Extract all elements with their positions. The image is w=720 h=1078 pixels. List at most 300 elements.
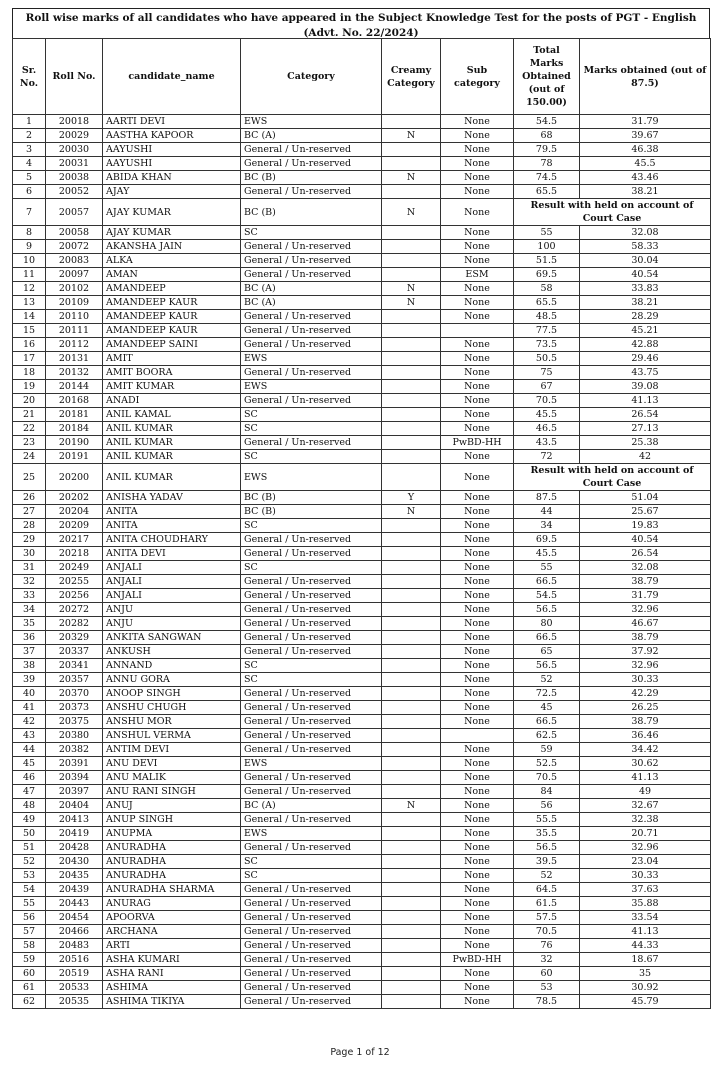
cell-creamy-category (382, 324, 441, 338)
cell-category: SC (241, 226, 382, 240)
cell-marks-obtained: 36.46 (580, 729, 711, 743)
cell-category: General / Un-reserved (241, 925, 382, 939)
cell-category: General / Un-reserved (241, 645, 382, 659)
cell-total-marks: 69.5 (514, 533, 580, 547)
cell-sr-no: 37 (13, 645, 46, 659)
cell-sub-category: None (441, 743, 514, 757)
cell-creamy-category: N (382, 199, 441, 226)
cell-candidate-name: ANISHA YADAV (103, 491, 241, 505)
cell-category: General / Un-reserved (241, 911, 382, 925)
cell-creamy-category: Y (382, 491, 441, 505)
page-number: Page 1 of 12 (330, 1047, 390, 1058)
cell-marks-obtained: 32.96 (580, 841, 711, 855)
table-row (13, 185, 711, 199)
cell-roll-no: 20209 (46, 519, 103, 533)
cell-total-marks: 62.5 (514, 729, 580, 743)
cell-creamy-category (382, 436, 441, 450)
cell-marks-obtained: 38.79 (580, 631, 711, 645)
cell-creamy-category: N (382, 129, 441, 143)
cell-marks-obtained: 38.21 (580, 185, 711, 199)
cell-marks-obtained: 45.79 (580, 995, 711, 1009)
cell-candidate-name: AMIT (103, 352, 241, 366)
cell-sr-no: 1 (13, 115, 46, 129)
title-line-2: (Advt. No. 22/2024) (303, 27, 419, 39)
cell-roll-no: 20256 (46, 589, 103, 603)
cell-roll-no: 20373 (46, 701, 103, 715)
cell-creamy-category (382, 897, 441, 911)
cell-sr-no: 41 (13, 701, 46, 715)
cell-marks-obtained: 38.79 (580, 715, 711, 729)
cell-creamy-category (382, 659, 441, 673)
table-row (13, 995, 711, 1009)
cell-sub-category: None (441, 939, 514, 953)
cell-creamy-category (382, 603, 441, 617)
table-row (13, 589, 711, 603)
cell-total-marks: 52 (514, 673, 580, 687)
cell-total-marks: 77.5 (514, 324, 580, 338)
cell-roll-no: 20132 (46, 366, 103, 380)
cell-roll-no: 20272 (46, 603, 103, 617)
table-row (13, 436, 711, 450)
cell-roll-no: 20516 (46, 953, 103, 967)
cell-roll-no: 20397 (46, 785, 103, 799)
cell-roll-no: 20097 (46, 268, 103, 282)
cell-sub-category: None (441, 296, 514, 310)
cell-total-marks: 34 (514, 519, 580, 533)
cell-category: General / Un-reserved (241, 324, 382, 338)
cell-marks-obtained: 45.5 (580, 157, 711, 171)
cell-creamy-category (382, 185, 441, 199)
table-row (13, 827, 711, 841)
cell-sr-no: 61 (13, 981, 46, 995)
cell-sr-no: 54 (13, 883, 46, 897)
cell-total-marks: 52.5 (514, 757, 580, 771)
cell-creamy-category (382, 575, 441, 589)
cell-marks-obtained: 32.67 (580, 799, 711, 813)
table-row (13, 813, 711, 827)
table-row (13, 394, 711, 408)
cell-roll-no: 20131 (46, 352, 103, 366)
cell-total-marks: 60 (514, 967, 580, 981)
table-row (13, 408, 711, 422)
cell-category: EWS (241, 352, 382, 366)
cell-total-marks: 44 (514, 505, 580, 519)
cell-creamy-category (382, 338, 441, 352)
cell-roll-no: 20030 (46, 143, 103, 157)
cell-marks-obtained: 31.79 (580, 115, 711, 129)
cell-sr-no: 49 (13, 813, 46, 827)
table-row (13, 883, 711, 897)
cell-sub-category: None (441, 199, 514, 226)
cell-sub-category: None (441, 869, 514, 883)
cell-category: General / Un-reserved (241, 631, 382, 645)
cell-total-marks: 56 (514, 799, 580, 813)
cell-total-marks: 45.5 (514, 547, 580, 561)
table-row (13, 296, 711, 310)
cell-roll-no: 20191 (46, 450, 103, 464)
cell-category: General / Un-reserved (241, 603, 382, 617)
cell-roll-no: 20519 (46, 967, 103, 981)
table-row (13, 757, 711, 771)
cell-marks-obtained: 26.25 (580, 701, 711, 715)
cell-category: General / Un-reserved (241, 813, 382, 827)
cell-candidate-name: ASHIMA TIKIYA (103, 995, 241, 1009)
cell-creamy-category (382, 254, 441, 268)
cell-candidate-name: ANUPMA (103, 827, 241, 841)
cell-marks-obtained: 44.33 (580, 939, 711, 953)
cell-candidate-name: ANITA (103, 519, 241, 533)
cell-creamy-category (382, 352, 441, 366)
title-line-1: Roll wise marks of all candidates who have appeared in the Subject Knowledge Test for the posts of PGT - English (25, 12, 697, 24)
cell-category: General / Un-reserved (241, 240, 382, 254)
table-row (13, 310, 711, 324)
cell-marks-obtained: 19.83 (580, 519, 711, 533)
table-row (13, 673, 711, 687)
cell-category: BC (A) (241, 282, 382, 296)
cell-roll-no: 20018 (46, 115, 103, 129)
cell-sub-category: None (441, 897, 514, 911)
cell-category: SC (241, 673, 382, 687)
cell-total-marks: 55.5 (514, 813, 580, 827)
cell-category: General / Un-reserved (241, 254, 382, 268)
cell-total-marks: 57.5 (514, 911, 580, 925)
cell-sub-category: None (441, 589, 514, 603)
cell-total-marks: 45 (514, 701, 580, 715)
cell-total-marks: 74.5 (514, 171, 580, 185)
cell-creamy-category (382, 925, 441, 939)
cell-creamy-category (382, 547, 441, 561)
cell-roll-no: 20057 (46, 199, 103, 226)
cell-creamy-category (382, 519, 441, 533)
cell-marks-obtained: 28.29 (580, 310, 711, 324)
table-row (13, 617, 711, 631)
cell-candidate-name: AMANDEEP KAUR (103, 324, 241, 338)
cell-sub-category: None (441, 157, 514, 171)
cell-marks-obtained: 39.08 (580, 380, 711, 394)
cell-candidate-name: ANTIM DEVI (103, 743, 241, 757)
cell-candidate-name: ANU MALIK (103, 771, 241, 785)
header-sr-no: Sr. No. (13, 39, 46, 115)
cell-sub-category: None (441, 701, 514, 715)
table-row (13, 771, 711, 785)
table-row (13, 450, 711, 464)
cell-sr-no: 43 (13, 729, 46, 743)
cell-creamy-category (382, 645, 441, 659)
cell-creamy-category (382, 939, 441, 953)
cell-marks-obtained: 26.54 (580, 547, 711, 561)
cell-marks-obtained: 40.54 (580, 268, 711, 282)
cell-sr-no: 16 (13, 338, 46, 352)
cell-creamy-category (382, 617, 441, 631)
table-row (13, 841, 711, 855)
cell-marks-obtained: 39.67 (580, 129, 711, 143)
cell-candidate-name: AMANDEEP SAINI (103, 338, 241, 352)
cell-marks-obtained: 27.13 (580, 422, 711, 436)
table-row (13, 422, 711, 436)
table-row (13, 575, 711, 589)
cell-creamy-category (382, 450, 441, 464)
cell-category: General / Un-reserved (241, 743, 382, 757)
header-category: Category (241, 39, 382, 115)
cell-candidate-name: ANURADHA (103, 869, 241, 883)
cell-sub-category: None (441, 841, 514, 855)
table-row (13, 380, 711, 394)
cell-sr-no: 42 (13, 715, 46, 729)
table-row (13, 855, 711, 869)
cell-sr-no: 35 (13, 617, 46, 631)
cell-creamy-category (382, 813, 441, 827)
cell-category: General / Un-reserved (241, 185, 382, 199)
cell-total-marks: 53 (514, 981, 580, 995)
cell-candidate-name: AASTHA KAPOOR (103, 129, 241, 143)
cell-roll-no: 20337 (46, 645, 103, 659)
cell-total-marks: 78.5 (514, 995, 580, 1009)
cell-sr-no: 59 (13, 953, 46, 967)
cell-creamy-category: N (382, 505, 441, 519)
cell-roll-no: 20204 (46, 505, 103, 519)
cell-total-marks: 72.5 (514, 687, 580, 701)
cell-marks-obtained: 33.83 (580, 282, 711, 296)
cell-sub-category: None (441, 491, 514, 505)
cell-sr-no: 9 (13, 240, 46, 254)
cell-sr-no: 50 (13, 827, 46, 841)
cell-category: EWS (241, 464, 382, 491)
cell-sub-category: PwBD-HH (441, 953, 514, 967)
cell-category: SC (241, 869, 382, 883)
court-case-note: Result with held on account of Court Case (514, 464, 711, 491)
cell-roll-no: 20083 (46, 254, 103, 268)
cell-creamy-category (382, 394, 441, 408)
cell-sr-no: 6 (13, 185, 46, 199)
cell-roll-no: 20533 (46, 981, 103, 995)
cell-marks-obtained: 32.38 (580, 813, 711, 827)
cell-marks-obtained: 30.04 (580, 254, 711, 268)
cell-candidate-name: ASHIMA (103, 981, 241, 995)
cell-category: General / Un-reserved (241, 575, 382, 589)
cell-total-marks: 56.5 (514, 603, 580, 617)
cell-creamy-category (382, 673, 441, 687)
cell-creamy-category (382, 380, 441, 394)
cell-candidate-name: ANSHU MOR (103, 715, 241, 729)
cell-sr-no: 26 (13, 491, 46, 505)
cell-roll-no: 20052 (46, 185, 103, 199)
cell-candidate-name: AJAY KUMAR (103, 199, 241, 226)
cell-sub-category: None (441, 771, 514, 785)
cell-candidate-name: ANNAND (103, 659, 241, 673)
cell-roll-no: 20413 (46, 813, 103, 827)
cell-candidate-name: ASHA RANI (103, 967, 241, 981)
cell-candidate-name: AAYUSHI (103, 157, 241, 171)
cell-total-marks: 52 (514, 869, 580, 883)
cell-category: General / Un-reserved (241, 729, 382, 743)
cell-candidate-name: ANUJ (103, 799, 241, 813)
cell-sub-category: None (441, 408, 514, 422)
cell-sr-no: 4 (13, 157, 46, 171)
cell-sr-no: 39 (13, 673, 46, 687)
cell-creamy-category (382, 715, 441, 729)
cell-sub-category: None (441, 687, 514, 701)
cell-category: SC (241, 422, 382, 436)
table-row (13, 561, 711, 575)
cell-category: General / Un-reserved (241, 841, 382, 855)
cell-creamy-category (382, 911, 441, 925)
cell-marks-obtained: 34.42 (580, 743, 711, 757)
cell-candidate-name: AAYUSHI (103, 143, 241, 157)
cell-total-marks: 43.5 (514, 436, 580, 450)
cell-creamy-category (382, 827, 441, 841)
cell-sr-no: 51 (13, 841, 46, 855)
cell-sub-category: None (441, 981, 514, 995)
cell-sub-category: None (441, 115, 514, 129)
cell-sr-no: 21 (13, 408, 46, 422)
cell-category: EWS (241, 827, 382, 841)
cell-sub-category: None (441, 282, 514, 296)
cell-total-marks: 59 (514, 743, 580, 757)
cell-marks-obtained: 32.08 (580, 561, 711, 575)
cell-sr-no: 13 (13, 296, 46, 310)
cell-category: SC (241, 561, 382, 575)
table-row (13, 115, 711, 129)
cell-sub-category: None (441, 673, 514, 687)
cell-sub-category: None (441, 310, 514, 324)
cell-marks-obtained: 29.46 (580, 352, 711, 366)
cell-candidate-name: ANKUSH (103, 645, 241, 659)
table-row (13, 352, 711, 366)
cell-creamy-category (382, 869, 441, 883)
cell-marks-obtained: 42.88 (580, 338, 711, 352)
header-creamy-category: Creamy Category (382, 39, 441, 115)
cell-category: General / Un-reserved (241, 268, 382, 282)
cell-marks-obtained: 38.21 (580, 296, 711, 310)
cell-marks-obtained: 40.54 (580, 533, 711, 547)
cell-roll-no: 20255 (46, 575, 103, 589)
cell-roll-no: 20031 (46, 157, 103, 171)
cell-creamy-category (382, 533, 441, 547)
cell-sr-no: 7 (13, 199, 46, 226)
cell-sr-no: 47 (13, 785, 46, 799)
cell-roll-no: 20072 (46, 240, 103, 254)
cell-total-marks: 70.5 (514, 394, 580, 408)
cell-total-marks: 75 (514, 366, 580, 380)
cell-total-marks: 58 (514, 282, 580, 296)
cell-total-marks: 76 (514, 939, 580, 953)
cell-sr-no: 46 (13, 771, 46, 785)
cell-total-marks: 51.5 (514, 254, 580, 268)
table-row (13, 631, 711, 645)
cell-total-marks: 55 (514, 226, 580, 240)
cell-candidate-name: AMIT BOORA (103, 366, 241, 380)
cell-creamy-category (382, 464, 441, 491)
cell-creamy-category (382, 226, 441, 240)
cell-creamy-category (382, 561, 441, 575)
cell-roll-no: 20341 (46, 659, 103, 673)
cell-category: General / Un-reserved (241, 995, 382, 1009)
cell-marks-obtained: 30.92 (580, 981, 711, 995)
cell-roll-no: 20109 (46, 296, 103, 310)
cell-category: EWS (241, 380, 382, 394)
cell-creamy-category (382, 981, 441, 995)
table-row (13, 505, 711, 519)
cell-creamy-category: N (382, 296, 441, 310)
cell-sr-no: 20 (13, 394, 46, 408)
cell-roll-no: 20202 (46, 491, 103, 505)
table-row (13, 199, 711, 226)
cell-total-marks: 48.5 (514, 310, 580, 324)
cell-sr-no: 32 (13, 575, 46, 589)
cell-sr-no: 12 (13, 282, 46, 296)
cell-sub-category: None (441, 995, 514, 1009)
cell-total-marks: 68 (514, 129, 580, 143)
table-row (13, 324, 711, 338)
cell-roll-no: 20357 (46, 673, 103, 687)
cell-sr-no: 58 (13, 939, 46, 953)
cell-candidate-name: AMANDEEP (103, 282, 241, 296)
cell-candidate-name: AMANDEEP KAUR (103, 310, 241, 324)
cell-roll-no: 20190 (46, 436, 103, 450)
cell-sr-no: 2 (13, 129, 46, 143)
table-row (13, 715, 711, 729)
cell-roll-no: 20404 (46, 799, 103, 813)
cell-total-marks: 45.5 (514, 408, 580, 422)
cell-sr-no: 48 (13, 799, 46, 813)
table-row (13, 729, 711, 743)
cell-sub-category: None (441, 617, 514, 631)
cell-sr-no: 23 (13, 436, 46, 450)
cell-category: General / Un-reserved (241, 939, 382, 953)
cell-total-marks: 56.5 (514, 841, 580, 855)
cell-sub-category: None (441, 799, 514, 813)
cell-roll-no: 20382 (46, 743, 103, 757)
cell-sub-category: None (441, 352, 514, 366)
cell-sr-no: 28 (13, 519, 46, 533)
cell-sub-category: None (441, 464, 514, 491)
cell-creamy-category (382, 771, 441, 785)
cell-sub-category: None (441, 575, 514, 589)
cell-marks-obtained: 32.96 (580, 659, 711, 673)
cell-category: General / Un-reserved (241, 981, 382, 995)
cell-roll-no: 20058 (46, 226, 103, 240)
cell-sub-category: None (441, 394, 514, 408)
cell-sr-no: 5 (13, 171, 46, 185)
cell-marks-obtained: 42 (580, 450, 711, 464)
cell-creamy-category: N (382, 282, 441, 296)
cell-marks-obtained: 37.63 (580, 883, 711, 897)
cell-sr-no: 44 (13, 743, 46, 757)
cell-candidate-name: ANKITA SANGWAN (103, 631, 241, 645)
cell-category: General / Un-reserved (241, 589, 382, 603)
cell-roll-no: 20029 (46, 129, 103, 143)
cell-creamy-category: N (382, 799, 441, 813)
cell-candidate-name: ANIL KUMAR (103, 436, 241, 450)
cell-category: General / Un-reserved (241, 967, 382, 981)
cell-marks-obtained: 49 (580, 785, 711, 799)
cell-creamy-category (382, 687, 441, 701)
cell-sub-category: None (441, 338, 514, 352)
cell-sr-no: 34 (13, 603, 46, 617)
cell-category: General / Un-reserved (241, 366, 382, 380)
cell-roll-no: 20454 (46, 911, 103, 925)
cell-sub-category (441, 324, 514, 338)
cell-candidate-name: ANJALI (103, 575, 241, 589)
cell-creamy-category (382, 953, 441, 967)
cell-roll-no: 20217 (46, 533, 103, 547)
cell-category: EWS (241, 757, 382, 771)
table-row (13, 967, 711, 981)
cell-candidate-name: AJAY KUMAR (103, 226, 241, 240)
cell-candidate-name: ANJU (103, 617, 241, 631)
cell-candidate-name: AMIT KUMAR (103, 380, 241, 394)
cell-sub-category: None (441, 254, 514, 268)
